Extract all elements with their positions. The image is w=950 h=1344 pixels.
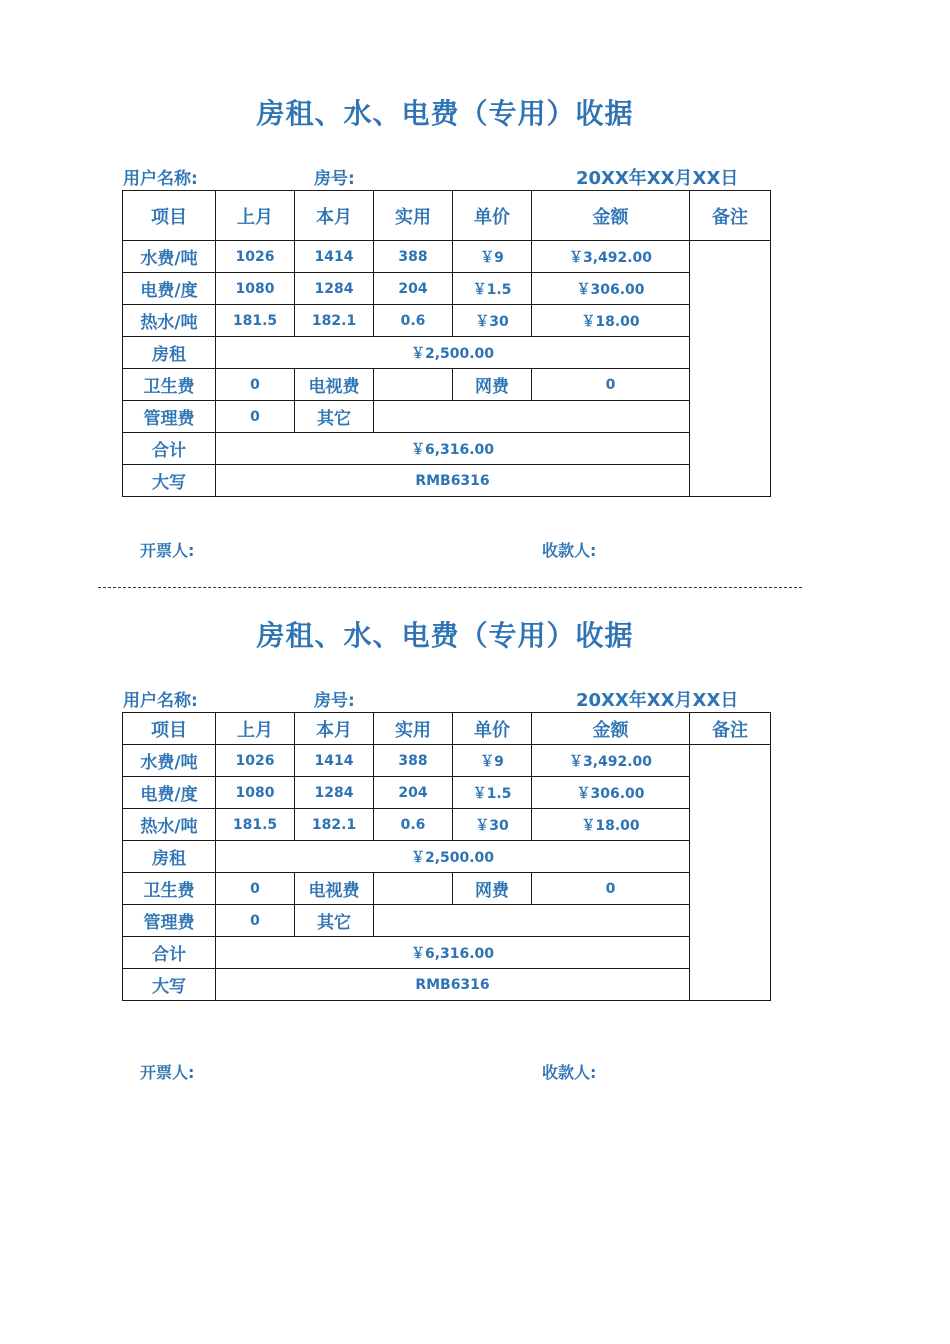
electricity-curr: 1284 bbox=[295, 273, 374, 305]
header-remarks: 备注 bbox=[690, 713, 771, 745]
electricity-curr: 1284 bbox=[295, 777, 374, 809]
total-label: 合计 bbox=[123, 433, 216, 465]
header-amount: 金额 bbox=[532, 713, 690, 745]
table-row-management bbox=[123, 401, 771, 433]
table-row-uppercase bbox=[123, 969, 771, 1001]
hot-water-price: ￥30 bbox=[453, 305, 532, 337]
tv-fee-label: 电视费 bbox=[295, 369, 374, 401]
internet-fee-value: 0 bbox=[532, 873, 690, 905]
water-prev: 1026 bbox=[216, 745, 295, 777]
payee-label: 收款人: bbox=[542, 1063, 597, 1082]
user-name-label: 用户名称: bbox=[123, 169, 198, 189]
water-amount: ￥3,492.00 bbox=[532, 745, 690, 777]
receipt-title: 房租、水、电费（专用）收据 bbox=[256, 97, 634, 130]
other-value bbox=[374, 905, 690, 937]
electricity-amount: ￥306.00 bbox=[532, 273, 690, 305]
rent-value: ￥2,500.00 bbox=[216, 337, 690, 369]
water-used: 388 bbox=[374, 241, 453, 273]
header-curr: 本月 bbox=[295, 713, 374, 745]
total-value: ￥6,316.00 bbox=[216, 937, 690, 969]
electricity-prev: 1080 bbox=[216, 777, 295, 809]
electricity-amount: ￥306.00 bbox=[532, 777, 690, 809]
table-row-management bbox=[123, 905, 771, 937]
uppercase-label: 大写 bbox=[123, 465, 216, 497]
hot-water-label: 热水/吨 bbox=[123, 809, 216, 841]
water-prev: 1026 bbox=[216, 241, 295, 273]
table-row-electricity bbox=[123, 273, 771, 305]
issuer-label: 开票人: bbox=[140, 541, 195, 560]
hot-water-prev: 181.5 bbox=[216, 305, 295, 337]
uppercase-value: RMB6316 bbox=[216, 465, 690, 497]
table-header-row bbox=[123, 713, 771, 745]
electricity-used: 204 bbox=[374, 777, 453, 809]
hot-water-price: ￥30 bbox=[453, 809, 532, 841]
table-row-hot-water bbox=[123, 809, 771, 841]
hot-water-curr: 182.1 bbox=[295, 809, 374, 841]
uppercase-label: 大写 bbox=[123, 969, 216, 1001]
water-price: ￥9 bbox=[453, 745, 532, 777]
hot-water-curr: 182.1 bbox=[295, 305, 374, 337]
internet-fee-label: 网费 bbox=[453, 873, 532, 905]
water-curr: 1414 bbox=[295, 745, 374, 777]
electricity-price: ￥1.5 bbox=[453, 273, 532, 305]
table-row-rent bbox=[123, 841, 771, 873]
hot-water-label: 热水/吨 bbox=[123, 305, 216, 337]
rent-label: 房租 bbox=[123, 841, 216, 873]
management-value: 0 bbox=[216, 401, 295, 433]
tv-fee-value bbox=[374, 873, 453, 905]
header-used: 实用 bbox=[374, 191, 453, 241]
user-name-label: 用户名称: bbox=[123, 691, 198, 711]
uppercase-value: RMB6316 bbox=[216, 969, 690, 1001]
hot-water-used: 0.6 bbox=[374, 305, 453, 337]
electricity-price: ￥1.5 bbox=[453, 777, 532, 809]
electricity-label: 电费/度 bbox=[123, 777, 216, 809]
water-price: ￥9 bbox=[453, 241, 532, 273]
table-row-hot-water bbox=[123, 305, 771, 337]
water-used: 388 bbox=[374, 745, 453, 777]
remarks-cell bbox=[690, 745, 771, 1001]
header-item: 项目 bbox=[123, 713, 216, 745]
header-price: 单价 bbox=[453, 191, 532, 241]
table-row-electricity bbox=[123, 777, 771, 809]
internet-fee-label: 网费 bbox=[453, 369, 532, 401]
table-row-fees bbox=[123, 873, 771, 905]
receipt-title: 房租、水、电费（专用）收据 bbox=[256, 619, 634, 652]
bill-table bbox=[122, 712, 771, 1001]
internet-fee-value: 0 bbox=[532, 369, 690, 401]
receipt-date: 20XX年XX月XX日 bbox=[576, 168, 739, 189]
sanitation-value: 0 bbox=[216, 369, 295, 401]
tv-fee-label: 电视费 bbox=[295, 873, 374, 905]
table-row-uppercase bbox=[123, 465, 771, 497]
header-prev: 上月 bbox=[216, 713, 295, 745]
header-amount: 金额 bbox=[532, 191, 690, 241]
receipt-date: 20XX年XX月XX日 bbox=[576, 690, 739, 711]
room-number-label: 房号: bbox=[314, 691, 355, 711]
other-label: 其它 bbox=[295, 401, 374, 433]
sanitation-label: 卫生费 bbox=[123, 873, 216, 905]
header-remarks: 备注 bbox=[690, 191, 771, 241]
cut-line-divider bbox=[98, 587, 802, 588]
electricity-prev: 1080 bbox=[216, 273, 295, 305]
rent-label: 房租 bbox=[123, 337, 216, 369]
table-row-water bbox=[123, 241, 771, 273]
issuer-label: 开票人: bbox=[140, 1063, 195, 1082]
header-used: 实用 bbox=[374, 713, 453, 745]
management-label: 管理费 bbox=[123, 905, 216, 937]
header-curr: 本月 bbox=[295, 191, 374, 241]
hot-water-used: 0.6 bbox=[374, 809, 453, 841]
electricity-label: 电费/度 bbox=[123, 273, 216, 305]
management-label: 管理费 bbox=[123, 401, 216, 433]
total-label: 合计 bbox=[123, 937, 216, 969]
water-label: 水费/吨 bbox=[123, 745, 216, 777]
room-number-label: 房号: bbox=[314, 169, 355, 189]
total-value: ￥6,316.00 bbox=[216, 433, 690, 465]
rent-value: ￥2,500.00 bbox=[216, 841, 690, 873]
other-value bbox=[374, 401, 690, 433]
hot-water-amount: ￥18.00 bbox=[532, 305, 690, 337]
electricity-used: 204 bbox=[374, 273, 453, 305]
remarks-cell bbox=[690, 241, 771, 497]
table-row-total bbox=[123, 937, 771, 969]
table-row-rent bbox=[123, 337, 771, 369]
hot-water-amount: ￥18.00 bbox=[532, 809, 690, 841]
table-row-fees bbox=[123, 369, 771, 401]
sanitation-label: 卫生费 bbox=[123, 369, 216, 401]
management-value: 0 bbox=[216, 905, 295, 937]
header-item: 项目 bbox=[123, 191, 216, 241]
water-amount: ￥3,492.00 bbox=[532, 241, 690, 273]
water-label: 水费/吨 bbox=[123, 241, 216, 273]
payee-label: 收款人: bbox=[542, 541, 597, 560]
sanitation-value: 0 bbox=[216, 873, 295, 905]
tv-fee-value bbox=[374, 369, 453, 401]
header-prev: 上月 bbox=[216, 191, 295, 241]
other-label: 其它 bbox=[295, 905, 374, 937]
table-header-row bbox=[123, 191, 771, 241]
hot-water-prev: 181.5 bbox=[216, 809, 295, 841]
table-row-total bbox=[123, 433, 771, 465]
bill-table bbox=[122, 190, 771, 497]
table-row-water bbox=[123, 745, 771, 777]
header-price: 单价 bbox=[453, 713, 532, 745]
water-curr: 1414 bbox=[295, 241, 374, 273]
